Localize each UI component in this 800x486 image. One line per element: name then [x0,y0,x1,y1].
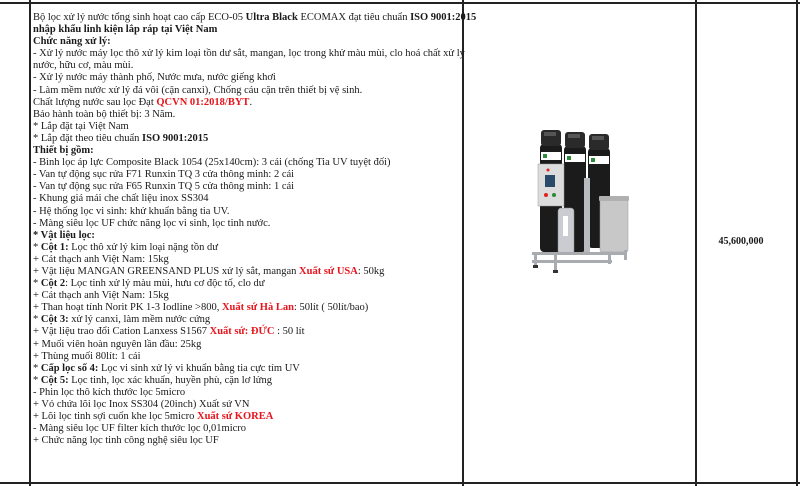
highlight-text: Xuất sứ KOREA [197,411,274,423]
description-line [33,218,481,230]
description-line [33,206,481,218]
description-line [33,254,481,266]
description-line [33,387,481,399]
description-line [33,302,481,314]
description-line [33,242,481,254]
description-text: + Than hoạt tính Norit PK 1-3 Iodline >800, [33,302,222,314]
description-line [33,72,481,84]
description-line [33,36,481,48]
description-text: - Van tự động sục rửa F71 Runxin TQ 3 cửa thông minh: 2 cái [33,169,295,181]
description-text: Thiết bị gồm: [33,145,94,157]
price-value: 45,600,000 [718,236,764,247]
col-border-4 [796,0,798,486]
description-text: Chất lượng nước sau lọc Đạt [33,96,157,108]
highlight-text: Xuất sứ: ĐỨC [209,326,275,338]
description-text: nhập khẩu linh kiện lắp ráp tại Việt Nam [33,24,218,36]
description-line [33,133,481,145]
description-text: + Lõi lọc tinh sợi cuốn khe lọc 5micro [33,411,197,423]
description-line [33,60,481,72]
highlight-text: Xuất sứ USA [299,265,358,277]
description-text: Lọc vi sinh xử lý vi khuẩn bằng tia cực tím UV [98,362,300,374]
description-text: : 50 lít [274,326,305,338]
description-text: * [33,362,41,374]
description-text: . [249,96,253,108]
description-text: Cấp lọc số 4: [40,362,99,374]
description-line [33,363,481,375]
highlight-text: Xuất sứ Hà Lan [221,302,294,314]
description-line [33,145,481,157]
description-text: ECOMAX đạt tiêu chuẩn [297,12,411,23]
row-border-top [0,2,800,4]
description-line [33,314,481,326]
description-text: - Xử lý nước máy lọc thô xử lý kim loại tồn dư sắt, mangan, lọc trong khử màu mùi, clo hoá chất xử lý [33,48,465,60]
description-text: * [33,314,41,326]
description-text: + Thùng muối 80lít: 1 cái [33,350,141,362]
description-text: + Cát thạch anh Việt Nam: 15kg [33,290,169,302]
description-text: + Cát thạch anh Việt Nam: 15kg [33,253,169,265]
description-text: + Chức năng lọc tinh công nghệ siêu lọc UF [33,435,219,447]
description-text: * [33,374,41,386]
description-text: - Van tự động sục rửa F65 Runxin TQ 5 cửa thông minh: 1 cái [33,181,295,193]
description-line [33,109,481,121]
description-text: - Màng siêu lọc UF chức năng lọc vi sinh, lọc tinh nước. [33,217,271,229]
description-text: Lọc tinh, lọc xác khuẩn, huyền phù, cặn lơ lửng [68,374,272,386]
description-line [33,375,481,387]
description-line [33,85,481,97]
description-line [33,193,481,205]
description-line [33,423,481,435]
description-line [33,12,481,24]
description-line [33,339,481,351]
description-line [33,399,481,411]
col-border-1 [29,0,31,486]
description-line [33,290,481,302]
description-text: + Vật liệu trao đổi Cation Lanxess S1567 [33,326,210,338]
description-text: * Lắp đặt tại Việt Nam [33,120,129,132]
description-text: + Vỏ chứa lõi lọc Inox SS304 (20inch) Xuất sứ VN [33,399,250,410]
description-text: - Khung giá mái che chất liệu inox SS304 [33,193,209,205]
description-line [33,326,481,338]
description-text: Ultra Black [245,12,298,23]
description-text: - Hệ thống lọc vi sinh: khử khuẩn bằng tia UV. [33,205,230,217]
description-line [33,435,481,447]
description-text: - Bình lọc áp lực Composite Black 1054 (25x140cm): 3 cái (chống Tia UV tuyệt đối) [33,157,391,169]
description-text: ISO 9001:2015 [142,132,209,144]
description-text: - Màng siêu lọc UF filter kích thước lọc 0,01micro [33,423,247,435]
product-image [524,126,636,276]
description-line [33,121,481,133]
description-text: : Lọc tinh xử lý màu mùi, hưu cơ độc tố, clo dư [65,278,265,290]
description-line [33,230,481,242]
description-text: - Phin lọc thô kích thước lọc 5micro [33,386,186,398]
description-line [33,351,481,363]
description-text: Cột 1: [40,241,69,253]
description-text: Bảo hành toàn bộ thiết bị: 3 Năm. [33,108,176,120]
description-text: * [33,241,41,253]
description-line [33,169,481,181]
description-text: ISO 9001:2015 [410,12,477,23]
description-text: xử lý canxi, làm mềm nước cứng [68,314,211,326]
water-filter-system-icon [524,126,636,276]
description-line [33,97,481,109]
description-line [33,157,481,169]
description-line [33,278,481,290]
description-text: * Lắp đặt theo tiêu chuẩn [33,132,143,144]
description-text: : 50kg [357,265,385,277]
description-line [33,24,481,36]
highlight-text: QCVN 01:2018/BYT [156,96,250,108]
description-text: nước, hữu cơ, màu mùi. [33,60,134,72]
description-line [33,266,481,278]
description-text: + Muối viên hoàn nguyên lần đầu: 25kg [33,338,202,350]
description-text: Cột 5: [40,374,69,386]
description-text: - Xử lý nước máy thành phố, Nước mưa, nước giếng khơi [33,72,276,84]
description-text: Bộ lọc xử lý nước tổng sinh hoạt cao cấp ECO-05 [33,12,246,23]
description-text: + Vật liệu MANGAN GREENSAND PLUS xử lý sắt, mangan [33,265,300,277]
description-text: Cột 2 [40,278,66,290]
description-text: - Làm mềm nước xử lý đá vôi (cặn canxi), Chống cáu cặn trên thiết bị vệ sinh. [33,84,363,96]
description-text: * [33,278,41,290]
description-text: * Vật liệu lọc: [33,229,95,241]
description-line [33,411,481,423]
description-text: : 50lít ( 50lít/bao) [293,302,369,314]
description-text: Lọc thô xử lý kim loại nặng tồn dư [68,241,218,253]
description-text: Chức năng xử lý: [33,36,111,48]
row-border-bottom [0,482,800,484]
description-line [33,48,481,60]
description-line [33,181,481,193]
description-text: Cột 3: [40,314,69,326]
product-description-cell [33,12,481,447]
